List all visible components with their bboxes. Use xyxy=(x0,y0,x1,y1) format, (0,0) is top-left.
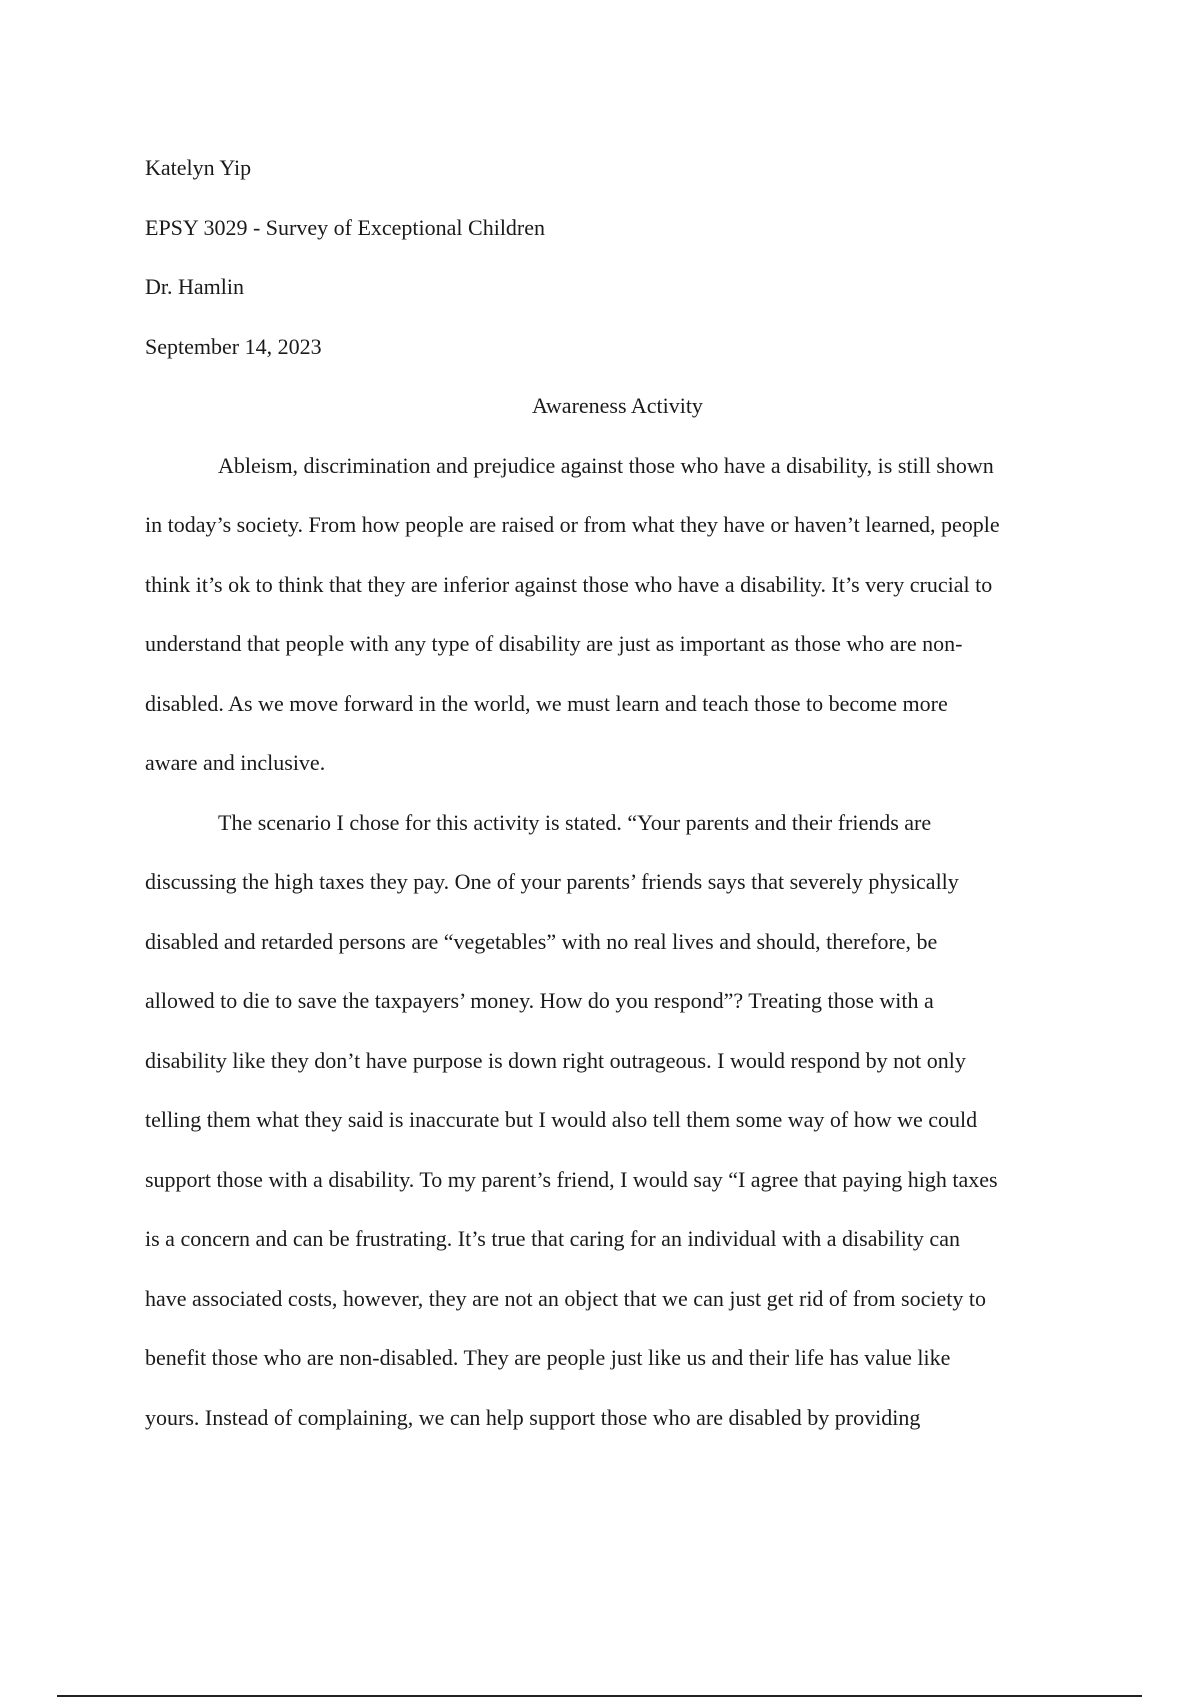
document-title: Awareness Activity xyxy=(532,393,703,418)
paragraph-line: disabled. As we move forward in the world, we must learn and teach those to become more xyxy=(145,690,948,716)
paragraph-2 xyxy=(145,793,1090,1448)
paragraph-line: benefit those who are non-disabled. They are people just like us and their life has value like xyxy=(145,1345,951,1370)
paragraph-line: disability like they don’t have purpose is down right outrageous. I would respond by not only xyxy=(145,1047,966,1073)
paragraph-line: The scenario I chose for this activity is stated. “Your parents and their friends are xyxy=(218,809,932,835)
paragraph-line: telling them what they said is inaccurate but I would also tell them some way of how we could xyxy=(145,1107,978,1132)
paragraph-line: discussing the high taxes they pay. One of your parents’ friends says that severely physically xyxy=(145,869,959,894)
paragraph-line: is a concern and can be frustrating. It’s true that caring for an individual with a disability can xyxy=(145,1226,960,1251)
paragraph-line: understand that people with any type of disability are just as important as those who are non- xyxy=(145,631,963,656)
author-name: Katelyn Yip xyxy=(145,155,252,180)
paragraph-line: aware and inclusive. xyxy=(145,750,326,775)
paragraph-line: have associated costs, however, they are not an object that we can just get rid of from society to xyxy=(145,1285,986,1311)
instructor-name: Dr. Hamlin xyxy=(145,274,244,299)
paragraph-line: support those with a disability. To my parent’s friend, I would say “I agree that paying high taxes xyxy=(145,1166,998,1192)
paragraph-line: in today’s society. From how people are raised or from what they have or haven’t learned, people xyxy=(145,512,1000,537)
paragraph-line: allowed to die to save the taxpayers’ money. How do you respond”? Treating those with a xyxy=(145,988,934,1013)
course-name: EPSY 3029 - Survey of Exceptional Children xyxy=(145,214,546,240)
paragraph-line: yours. Instead of complaining, we can help support those who are disabled by providing xyxy=(145,1404,921,1430)
page-bottom-divider xyxy=(57,1695,1142,1697)
paragraph-line: disabled and retarded persons are “vegetables” with no real lives and should, therefore, be xyxy=(145,928,938,954)
document-date: September 14, 2023 xyxy=(145,333,322,359)
paragraph-line: think it’s ok to think that they are inferior against those who have a disability. It’s very crucial to xyxy=(145,571,993,597)
paragraph-line: Ableism, discrimination and prejudice against those who have a disability, is still shown xyxy=(218,452,994,478)
document-body xyxy=(145,138,1090,1447)
paragraph-1 xyxy=(145,436,1090,793)
